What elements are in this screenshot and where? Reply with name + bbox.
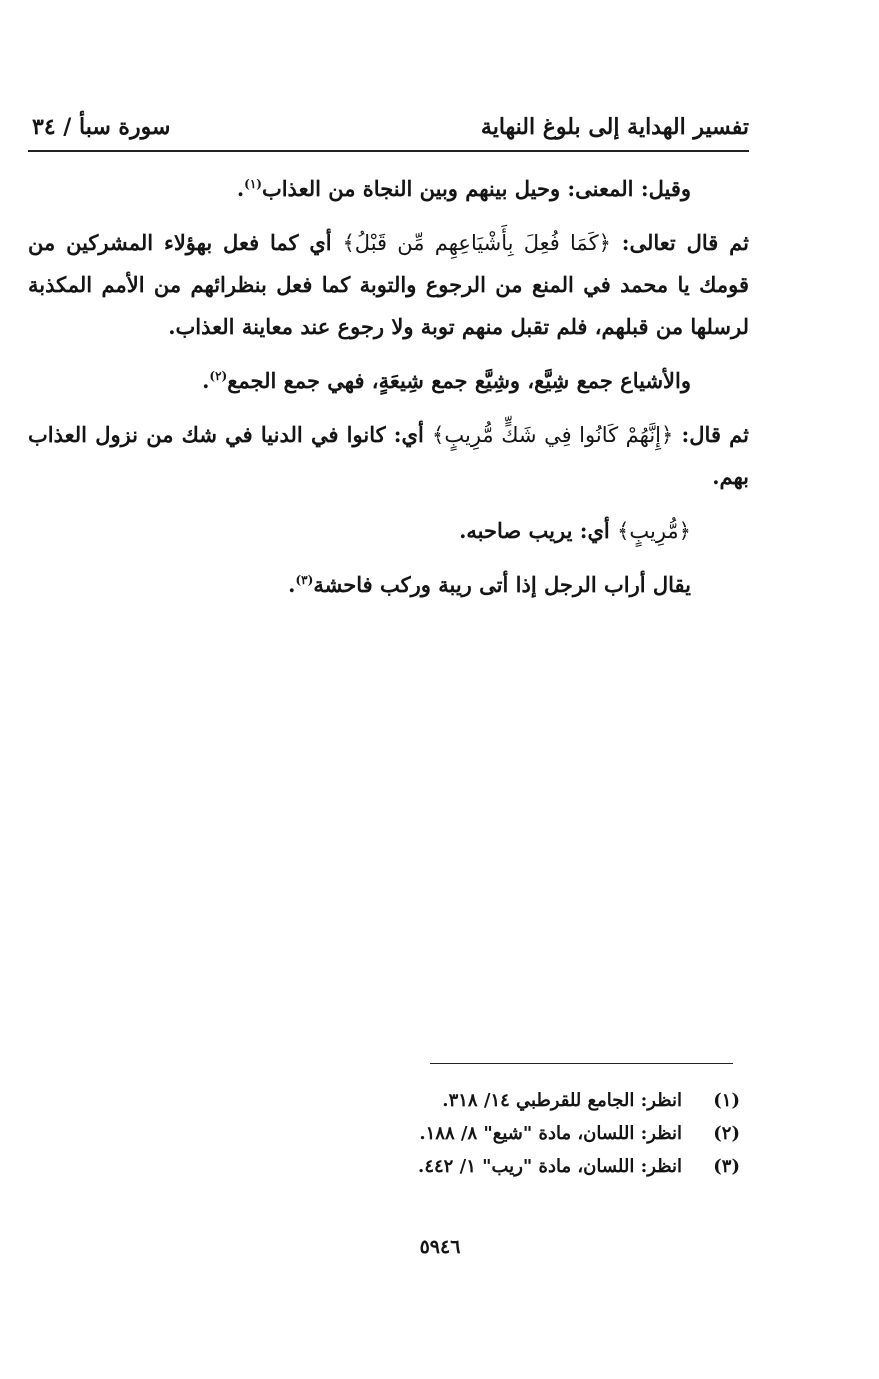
footnotes bbox=[200, 1084, 740, 1183]
footnote-ref-1[interactable]: (١) bbox=[244, 177, 262, 191]
paragraph-text: أي كما فعل بهؤلاء المشركين من قومك يا محمد في المنع من الرجوع والتوبة كما فعل بنظرائهم من الأمم المكذبة لرسلها من قبلهم، فلم تقبل منهم توبة ولا رجوع عند معاينة العذاب. bbox=[28, 230, 749, 339]
footnote-number: (١) bbox=[713, 1090, 740, 1111]
footnote-text: انظر: اللسان، مادة "شيع" ٨/ ١٨٨. bbox=[419, 1123, 682, 1144]
footnote-divider bbox=[430, 1063, 733, 1064]
paragraph-text: . bbox=[236, 176, 245, 201]
footnote-number: (٢) bbox=[713, 1123, 740, 1144]
book-title: تفسير الهداية إلى بلوغ النهاية bbox=[480, 114, 749, 140]
paragraph-3 bbox=[28, 360, 749, 402]
paragraph-5 bbox=[28, 510, 749, 552]
paragraph-text: أي: كانوا في الدنيا في شك من نزول العذاب بهم. bbox=[28, 422, 749, 489]
footnote-ref-2[interactable]: (٢) bbox=[209, 369, 228, 383]
paragraph-text: والأشياع جمع شِيَّع، وشِيَّع جمع شِيعَةٍ، فهي جمع الجمع bbox=[227, 368, 691, 393]
paragraph-text: . bbox=[288, 572, 296, 597]
paragraph-2 bbox=[28, 222, 749, 348]
quran-verse: ﴿كَمَا فُعِلَ بِأَشْيَاعِهِم مِّن قَبْلُ﴾ bbox=[342, 231, 611, 255]
footnote-number: (٣) bbox=[713, 1156, 740, 1177]
footnote-ref-3[interactable]: (٣) bbox=[295, 573, 314, 587]
paragraph-text: وقيل: المعنى: وحيل بينهم وبين النجاة من العذاب bbox=[261, 176, 691, 201]
paragraph-1 bbox=[28, 168, 749, 210]
footnote-2 bbox=[200, 1117, 740, 1150]
paragraph-text: ثم قال تعالى: bbox=[610, 230, 749, 255]
footnote-text: انظر: اللسان، مادة "ريب" ١/ ٤٤٢. bbox=[418, 1156, 682, 1177]
page-number: ٥٩٤٦ bbox=[419, 1236, 461, 1258]
paragraph-4 bbox=[28, 414, 749, 498]
footnote-3 bbox=[200, 1150, 740, 1183]
surah-label: سورة سبأ / ٣٤ bbox=[32, 114, 171, 140]
quran-verse: ﴿إِنَّهُمْ كَانُوا فِي شَكٍّ مُّرِيبٍ﴾ bbox=[432, 423, 674, 447]
paragraph-text: ثم قال: bbox=[673, 422, 749, 447]
paragraph-text: أي: يريب صاحبه. bbox=[459, 518, 618, 543]
running-header bbox=[28, 110, 749, 152]
paragraph-6 bbox=[28, 564, 749, 606]
body-text bbox=[28, 168, 749, 618]
footnote-text: انظر: الجامع للقرطبي ١٤/ ٣١٨. bbox=[442, 1090, 682, 1111]
paragraph-text: يقال أراب الرجل إذا أتى ريبة وركب فاحشة bbox=[313, 572, 691, 597]
paragraph-text: . bbox=[202, 368, 210, 393]
footnote-1 bbox=[200, 1084, 740, 1117]
quran-verse: ﴿مُّرِيبٍ﴾ bbox=[617, 519, 691, 543]
